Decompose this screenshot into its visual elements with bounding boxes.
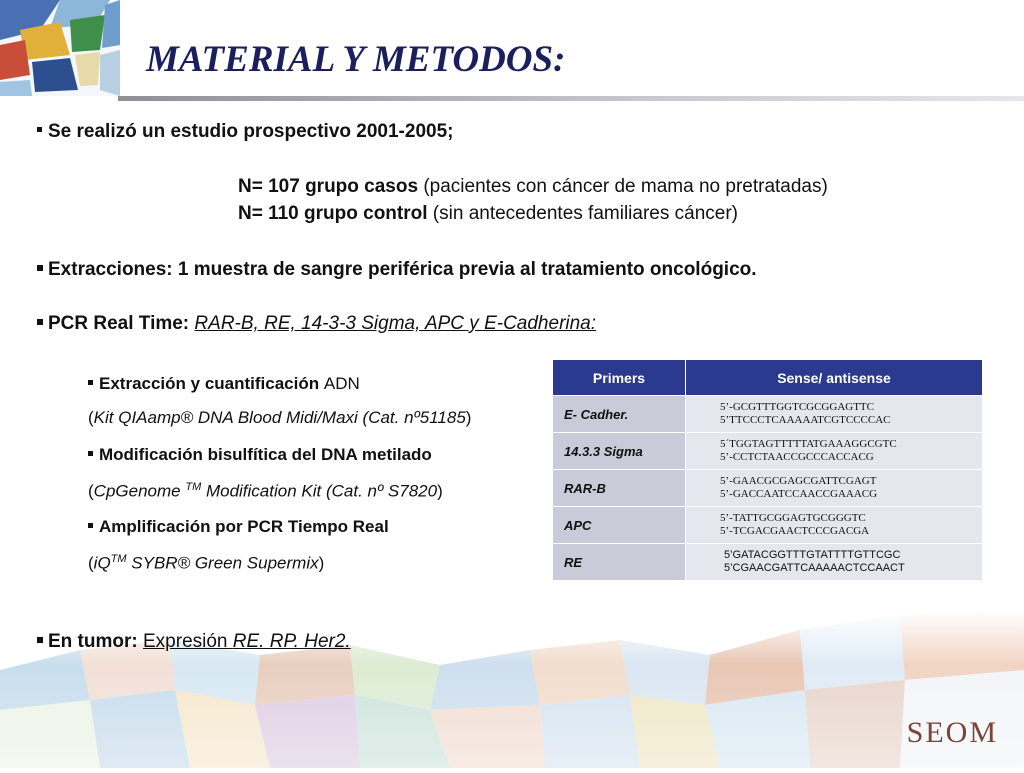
pcr-genes: RAR-B, RE, 14-3-3 Sigma, APC y E-Cadherina: bbox=[194, 313, 597, 334]
antisense-sequence: 5’-CCTCTAACCGCCCACCACG bbox=[720, 451, 874, 463]
primer-sequence bbox=[686, 470, 983, 507]
pcr-label: PCR Real Time: bbox=[48, 313, 195, 334]
trademark-sup: TM bbox=[185, 481, 202, 493]
tumor-line bbox=[37, 631, 351, 653]
kit-name: Kit QIAamp® DNA Blood Midi/Maxi (Cat. nº51185 bbox=[93, 408, 466, 427]
primer-sequence bbox=[686, 544, 983, 581]
trademark-sup: TM bbox=[110, 553, 127, 565]
table-row bbox=[553, 433, 983, 470]
step-amplification-kit bbox=[88, 553, 324, 574]
bullet-icon bbox=[88, 451, 93, 456]
kit-name-a: CpGenome bbox=[93, 481, 186, 501]
table-header-primers: Primers bbox=[553, 360, 686, 396]
kit-name-a: iQ bbox=[93, 553, 111, 573]
sense-sequence: 5’-TATTGCGGAGTGCGGGTC bbox=[720, 512, 866, 524]
kit-name-b: SYBR® Green Supermix bbox=[126, 553, 319, 573]
extraction-line bbox=[37, 259, 757, 281]
table-header-sequence: Sense/ antisense bbox=[686, 360, 983, 396]
antisense-sequence: 5’CGAACGATTCAAAAACTCCAACT bbox=[724, 562, 905, 574]
antisense-sequence: 5’-TCGACGAACTCCCGACGA bbox=[720, 525, 870, 537]
step-extraction-title-end: ADN bbox=[323, 374, 360, 393]
primer-sequence bbox=[686, 433, 983, 470]
sense-sequence: 5’-GAACGCGAGCGATTCGAGT bbox=[720, 475, 877, 487]
tumor-text-a: Expresión bbox=[143, 631, 233, 652]
seom-logo: SEOM bbox=[906, 716, 998, 749]
primer-name: RAR-B bbox=[553, 470, 686, 507]
primer-name: 14.3.3 Sigma bbox=[553, 433, 686, 470]
step-extraction-title: Extracción y cuantificación bbox=[99, 374, 324, 393]
step-amplification-title: Amplificación por PCR Tiempo Real bbox=[99, 517, 389, 536]
extraction-text: Extracciones: 1 muestra de sangre periférica previa al tratamiento oncológico. bbox=[48, 259, 757, 280]
step-bisulfite-title-end: DNA metilado bbox=[320, 445, 432, 464]
sense-sequence: 5’GATACGGTTTGTATTTTGTTCGC bbox=[724, 549, 901, 561]
paren-open: ( bbox=[88, 553, 94, 573]
bullet-icon bbox=[37, 265, 43, 271]
study-text: Se realizó un estudio prospectivo 2001-2005; bbox=[48, 121, 454, 142]
primer-name: APC bbox=[553, 507, 686, 544]
primers-table bbox=[552, 359, 983, 581]
bullet-icon bbox=[37, 319, 43, 325]
primer-sequence bbox=[686, 396, 983, 433]
table-row bbox=[553, 470, 983, 507]
kit-name-b: Modification Kit (Cat. nº S7820 bbox=[201, 481, 438, 501]
tumor-text-b: RE. RP. Her2. bbox=[232, 631, 351, 652]
antisense-sequence: 5’TTCCCTCAAAAATCGTCCCCAC bbox=[720, 414, 891, 426]
paren-open: ( bbox=[88, 481, 94, 501]
sense-sequence: 5´TGGTAGTTTTTATGAAAGGCGTC bbox=[720, 438, 897, 450]
page-title: MATERIAL Y METODOS: bbox=[146, 39, 566, 80]
bullet-icon bbox=[88, 380, 93, 385]
primer-name: E- Cadher. bbox=[553, 396, 686, 433]
antisense-sequence: 5’-GACCAATCCAACCGAAACG bbox=[720, 488, 878, 500]
control-line bbox=[238, 203, 738, 225]
paren-open: ( bbox=[88, 408, 94, 427]
cases-line bbox=[238, 176, 828, 198]
table-row bbox=[553, 544, 983, 581]
bullet-icon bbox=[88, 523, 93, 528]
bullet-icon bbox=[37, 637, 43, 643]
corner-mosaic-decoration bbox=[0, 0, 120, 96]
paren-close: ) bbox=[465, 408, 472, 427]
bullet-icon bbox=[37, 127, 42, 132]
step-extraction bbox=[88, 374, 360, 394]
primer-sequence bbox=[686, 507, 983, 544]
table-row bbox=[553, 396, 983, 433]
sense-sequence: 5’-GCGTTTGGTCGCGGAGTTC bbox=[720, 401, 874, 413]
title-divider bbox=[118, 96, 1024, 101]
pcr-line bbox=[37, 313, 596, 335]
step-bisulfite bbox=[88, 445, 432, 465]
control-description: (sin antecedentes familiares cáncer) bbox=[427, 203, 738, 224]
step-bisulfite-title: Modificación bisulfítica del bbox=[99, 445, 321, 464]
tumor-label: En tumor: bbox=[48, 631, 143, 652]
step-extraction-kit bbox=[88, 408, 471, 428]
step-amplification bbox=[88, 517, 389, 537]
study-line bbox=[37, 121, 453, 143]
cases-description: (pacientes con cáncer de mama no pretratadas) bbox=[418, 176, 828, 197]
control-count: N= 110 grupo control bbox=[238, 203, 428, 224]
cases-count: N= 107 grupo casos bbox=[238, 176, 419, 197]
step-bisulfite-kit bbox=[88, 481, 443, 502]
paren-close: ) bbox=[318, 553, 325, 573]
table-row bbox=[553, 507, 983, 544]
primer-name: RE bbox=[553, 544, 686, 581]
paren-close: ) bbox=[437, 481, 443, 501]
